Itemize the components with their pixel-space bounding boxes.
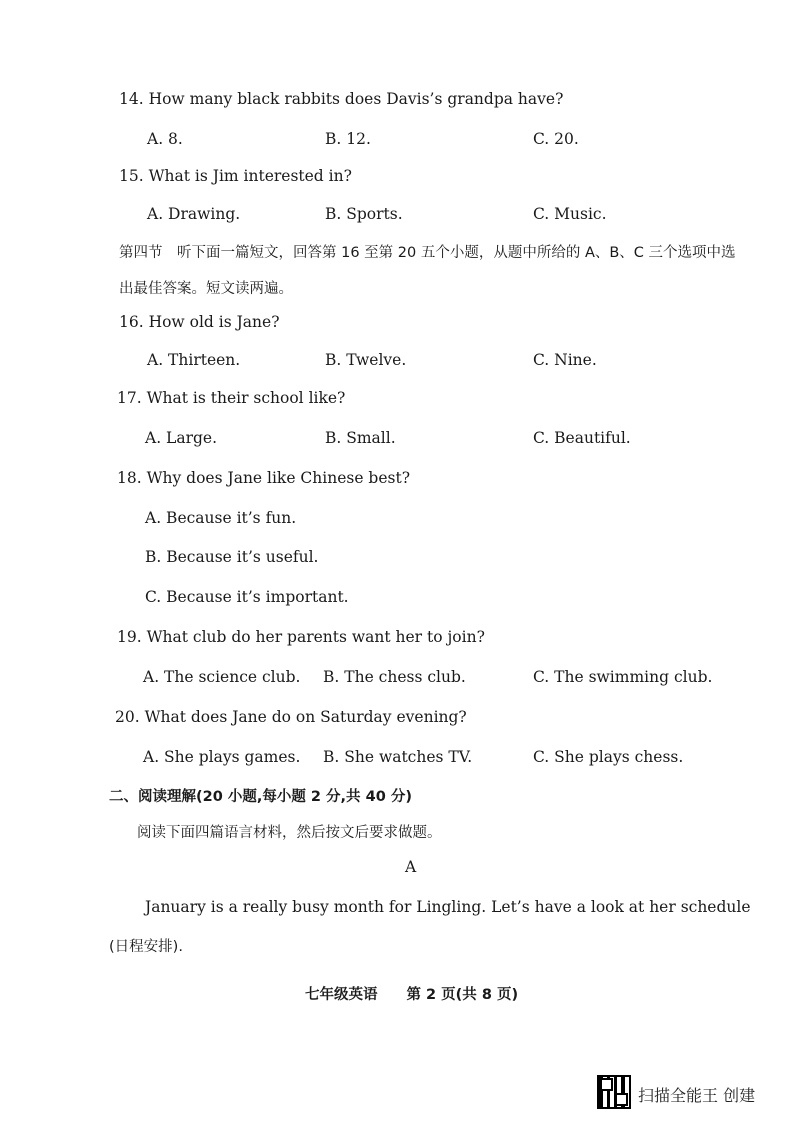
scanner-watermark: 扫描全能王 创建 [638, 1086, 756, 1105]
q19-option-b: B. The chess club. [323, 668, 466, 686]
question-20: 20. What does Jane do on Saturday evening? [115, 708, 467, 726]
q14-option-b: B. 12. [325, 130, 371, 148]
question-19: 19. What club do her parents want her to join? [117, 628, 485, 646]
q16-option-c: C. Nine. [533, 351, 597, 369]
question-15: 15. What is Jim interested in? [119, 167, 352, 185]
q19-option-a: A. The science club. [143, 668, 301, 686]
section4-instruction-line1: 第四节 听下面一篇短文，回答第 16 至第 20 五个小题，从题中所给的 A、B、C 三个选项中选 [119, 245, 736, 261]
q15-option-c: C. Music. [533, 205, 607, 223]
q15-option-b: B. Sports. [325, 205, 403, 223]
passage-paragraph-line1: January is a really busy month for Lingling. Let’s have a look at her schedule [145, 898, 751, 916]
q17-option-c: C. Beautiful. [533, 429, 631, 447]
q19-option-c: C. The swimming club. [533, 668, 713, 686]
q17-option-b: B. Small. [325, 429, 396, 447]
q15-option-a: A. Drawing. [147, 205, 241, 223]
question-14: 14. How many black rabbits does Davis’s grandpa have? [119, 90, 564, 108]
question-17: 17. What is their school like? [117, 389, 346, 407]
q16-option-b: B. Twelve. [325, 351, 407, 369]
q18-option-b: B. Because it’s useful. [145, 548, 319, 566]
q14-option-a: A. 8. [147, 130, 183, 148]
part2-heading: 二、阅读理解(20 小题,每小题 2 分,共 40 分) [109, 789, 412, 805]
page-footer: 七年级英语 第 2 页(共 8 页) [305, 987, 519, 1003]
part2-instruction: 阅读下面四篇语言材料，然后按文后要求做题。 [137, 825, 442, 841]
question-18: 18. Why does Jane like Chinese best? [117, 469, 411, 487]
q20-option-a: A. She plays games. [143, 748, 301, 766]
q20-option-b: B. She watches TV. [323, 748, 473, 766]
q17-option-a: A. Large. [145, 429, 218, 447]
q20-option-c: C. She plays chess. [533, 748, 684, 766]
q18-option-c: C. Because it’s important. [145, 588, 349, 606]
q16-option-a: A. Thirteen. [147, 351, 241, 369]
q14-option-c: C. 20. [533, 130, 579, 148]
q18-option-a: A. Because it’s fun. [145, 509, 297, 527]
qr-code-icon [597, 1075, 631, 1109]
passage-label: A [405, 858, 417, 876]
section4-instruction-line2: 出最佳答案。短文读两遍。 [119, 281, 293, 297]
passage-paragraph-line2: (日程安排). [109, 939, 183, 955]
question-16: 16. How old is Jane? [119, 313, 280, 331]
